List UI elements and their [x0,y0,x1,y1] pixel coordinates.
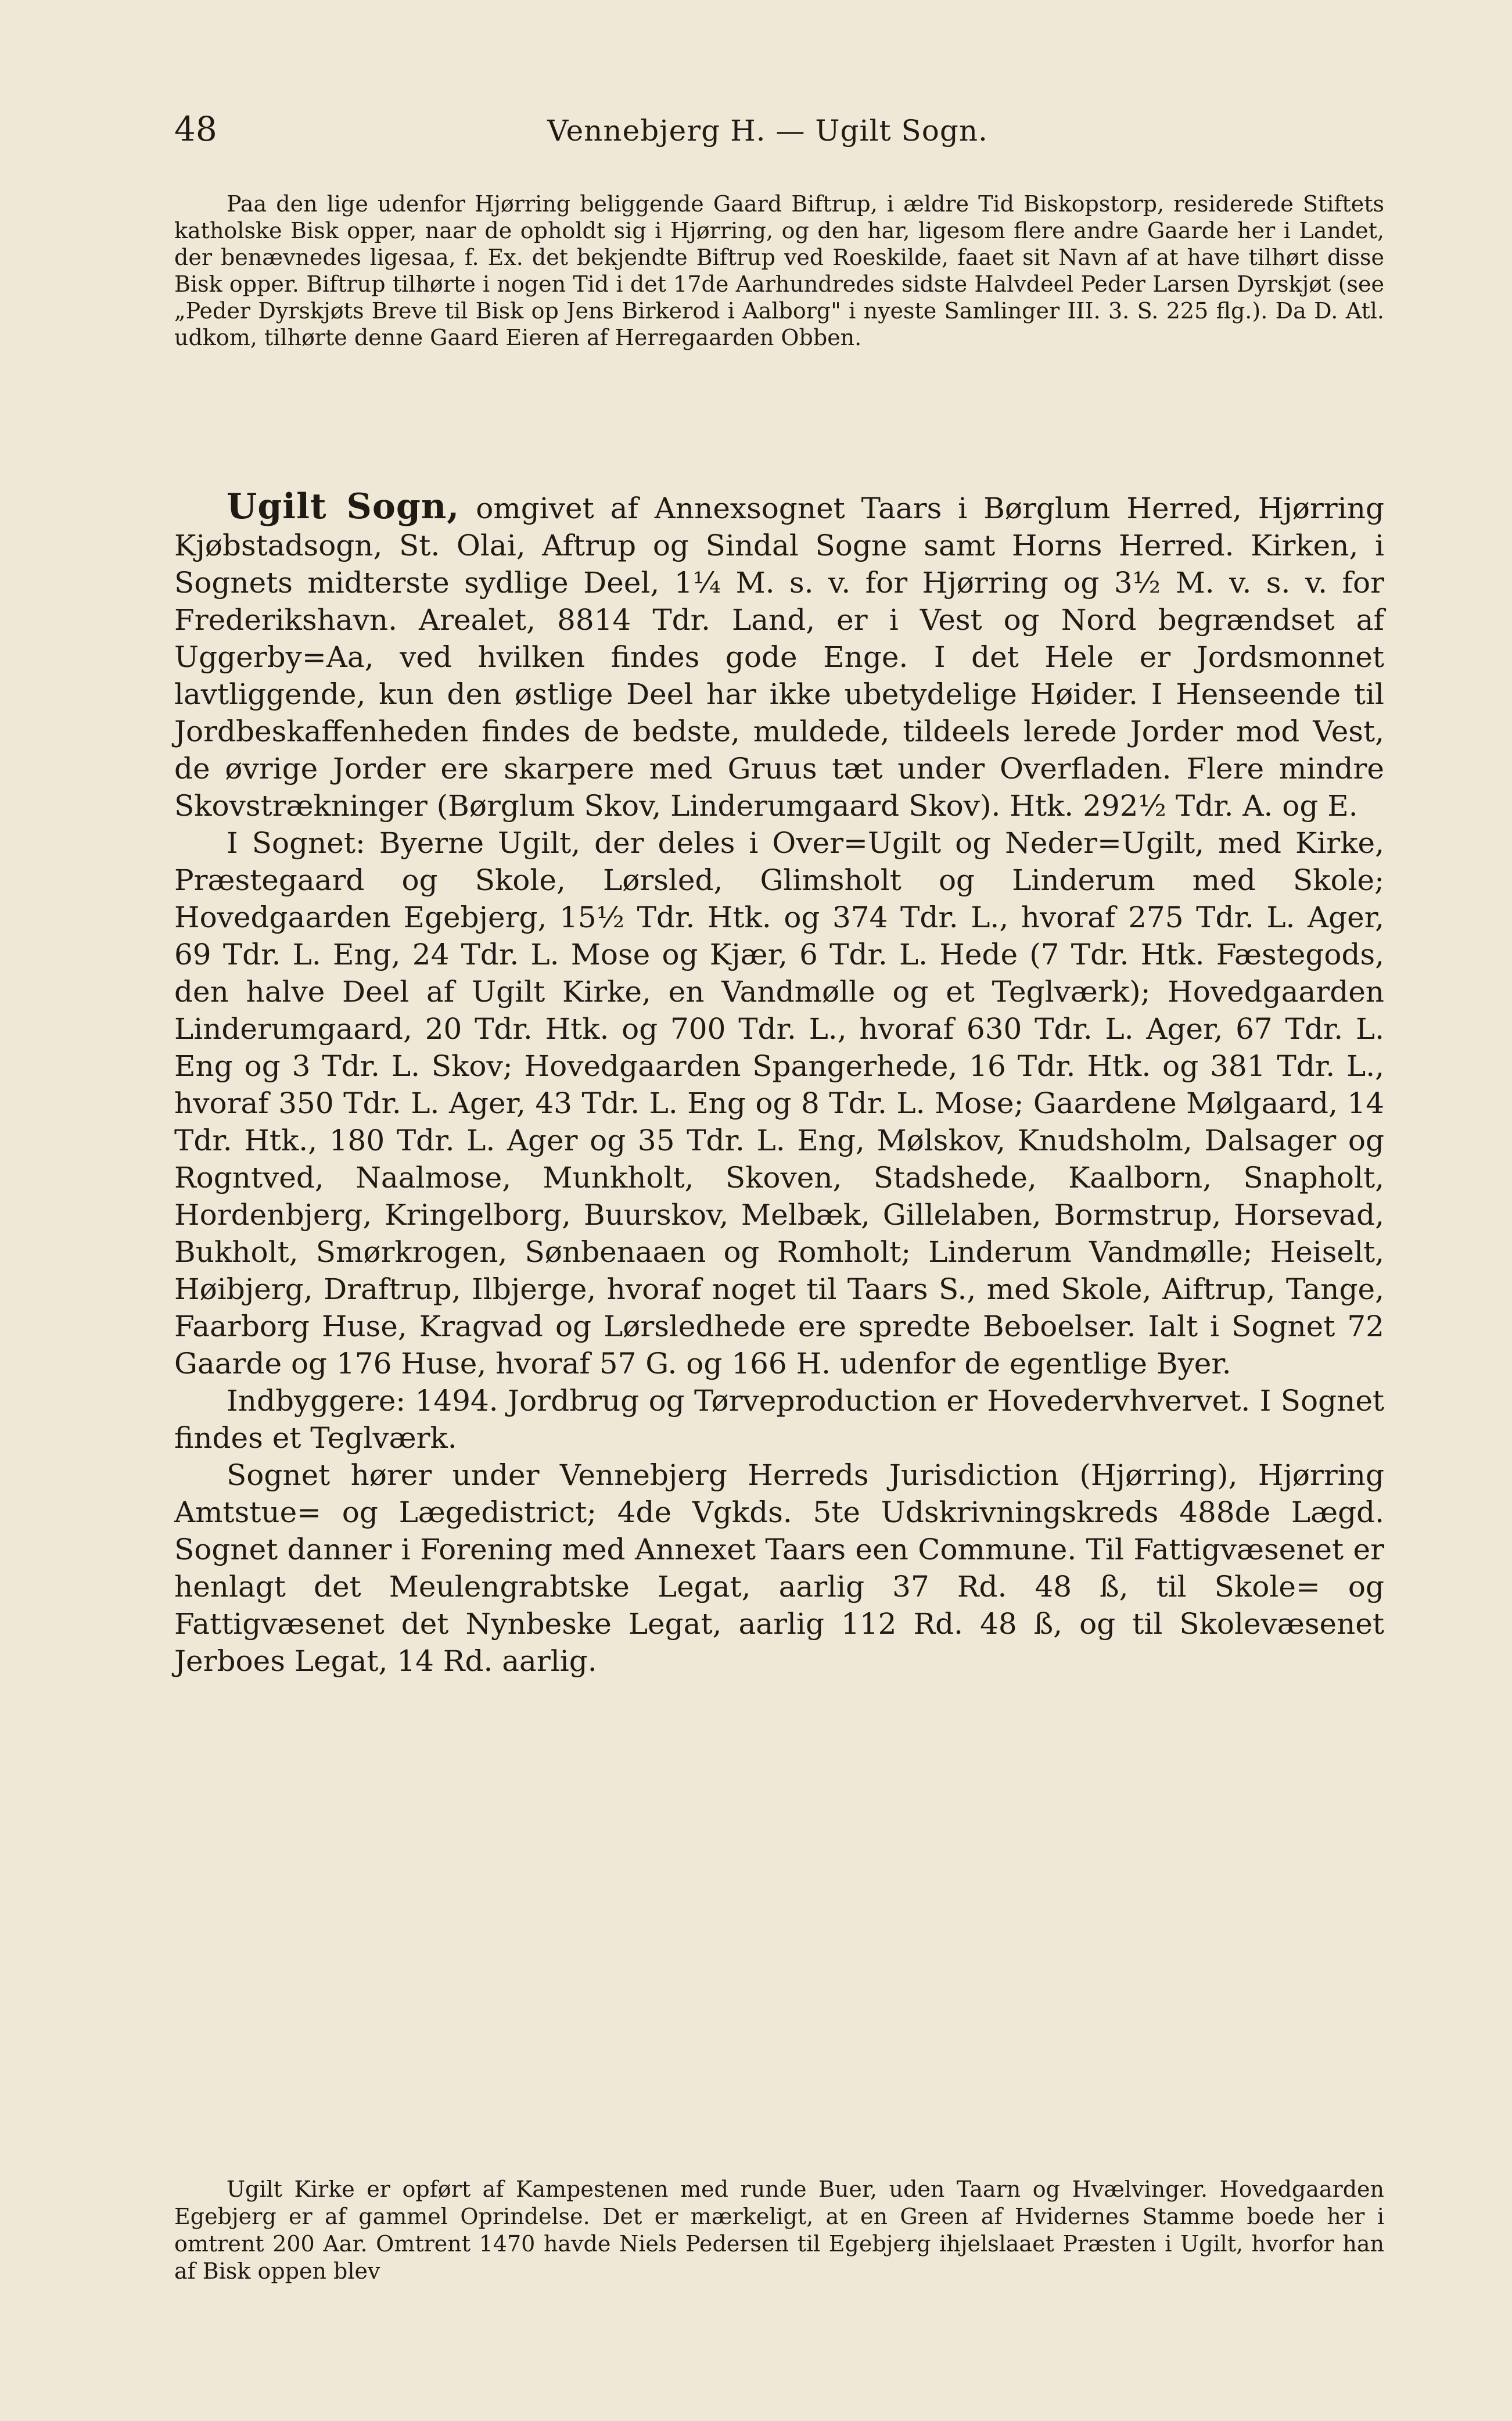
paragraph [174,488,1384,824]
paragraph [174,1457,1384,1680]
paragraph-text: Sognet hører under Vennebjerg Herreds Jurisdiction (Hjørring), Hjørring Amtstue= og Lægedistrict; 4de Vgkds. 5te Udskrivningskreds 488de Lægd. Sognet danner i Forening med Annexet Taars een Commune. Til Fattigvæsenet er henlagt det Meulengrabtske Legat, aarlig 37 Rd. 48 ß, til Skole= og Fattigvæsenet det Nynbeske Legat, aarlig 112 Rd. 48 ß, og til Skolevæsenet Jerboes Legat, 14 Rd. aarlig. [174,1458,1384,1678]
main-text [174,488,1384,1680]
paragraph [174,824,1384,1382]
paragraph-text: omgivet af Annexsognet Taars i Børglum Herred, Hjørring Kjøbstadsogn, St. Olai, Aftrup og Sindal Sogne samt Horns Herred. Kirken, i Sognets midterste sydlige Deel, 1¼ M. s. v. for Hjørring og 3½ M. v. s. v. for Frederikshavn. Arealet, 8814 Tdr. Land, er i Vest og Nord begrændset af Uggerby=Aa, ved hvilken findes gode Enge. I det Hele er Jordsmonnet lavtliggende, kun den østlige Deel har ikke ubetydelige Høider. I Henseende til Jordbeskaffenheden findes de bedste, muldede, tildeels lerede Jorder mod Vest, de øvrige Jorder ere skarpere med Gruus tæt under Overfladen. Flere mindre Skovstrækninger (Børglum Skov, Linderumgaard Skov). Htk. 292½ Tdr. A. og E. [174,492,1385,823]
page-header [174,109,1361,149]
running-title: Vennebjerg H. — Ugilt Sogn. [547,114,988,148]
paragraph-text: Indbyggere: 1494. Jordbrug og Tørveproduction er Hovedervhvervet. I Sognet findes et Teglværk. [174,1384,1384,1455]
paragraph [174,1382,1384,1457]
paragraph-text: I Sognet: Byerne Ugilt, der deles i Over=Ugilt og Neder=Ugilt, med Kirke, Præstegaard og Skole, Lørsled, Glimsholt og Linderum med Skole; Hovedgaarden Egebjerg, 15½ Tdr. Htk. og 374 Tdr. L., hvoraf 275 Tdr. L. Ager, 69 Tdr. L. Eng, 24 Tdr. L. Mose og Kjær, 6 Tdr. L. Hede (7 Tdr. Htk. Fæstegods, den halve Deel af Ugilt Kirke, en Vandmølle og et Teglværk); Hovedgaarden Linderumgaard, 20 Tdr. Htk. og 700 Tdr. L., hvoraf 630 Tdr. L. Ager, 67 Tdr. L. Eng og 3 Tdr. L. Skov; Hovedgaarden Spangerhede, 16 Tdr. Htk. og 381 Tdr. L., hvoraf 350 Tdr. L. Ager, 43 Tdr. L. Eng og 8 Tdr. L. Mose; Gaardene Mølgaard, 14 Tdr. Htk., 180 Tdr. L. Ager og 35 Tdr. L. Eng, Mølskov, Knudsholm, Dalsager og Rogntved, Naalmose, Munkholt, Skoven, Stadshede, Kaalborn, Snapholt, Hordenbjerg, Kringelborg, Buurskov, Melbæk, Gillelaben, Bormstrup, Horsevad, Bukholt, Smørkrogen, Sønbenaaen og Romholt; Linderum Vandmølle; Heiselt, Høibjerg, Draftrup, Ilbjerge, hvoraf noget til Taars S., med Skole, Aiftrup, Tange, Faarborg Huse, Kragvad og Lørsledhede ere spredte Beboelser. Ialt i Sognet 72 Gaarde og 176 Huse, hvoraf 57 G. og 166 H. udenfor de egentlige Byer. [174,826,1384,1380]
top-footnote: Paa den lige udenfor Hjørring beliggende Gaard Biftrup, i ældre Tid Biskopstorp, residerede Stiftets katholske Bisk opper, naar de opholdt sig i Hjørring, og den har, ligesom flere andre Gaarde her i Landet, der benævnedes ligesaa, f. Ex. det bekjendte Biftrup ved Roeskilde, faaet sit Navn af at have tilhørt disse Bisk opper. Biftrup tilhørte i nogen Tid i det 17de Aarhundredes sidste Halvdeel Peder Larsen Dyrskjøt (see „Peder Dyrskjøts Breve til Bisk op Jens Birkerod i Aalborg" i nyeste Samlinger III. 3. S. 225 flg.). Da D. Atl. udkom, tilhørte denne Gaard Eieren af Herregaarden Obben. [174,191,1384,350]
section-lead: Ugilt Sogn, [227,486,460,527]
page-number: 48 [174,109,217,149]
bottom-footnote: Ugilt Kirke er opført af Kampestenen med runde Buer, uden Taarn og Hvælvinger. Hovedgaarden Egebjerg er af gammel Oprindelse. Det er mærkeligt, at en Green af Hvidernes Stamme boede her i omtrent 200 Aar. Omtrent 1470 havde Niels Pedersen til Egebjerg ihjelslaaet Præsten i Ugilt, hvorfor han af Bisk oppen blev [174,2176,1384,2284]
